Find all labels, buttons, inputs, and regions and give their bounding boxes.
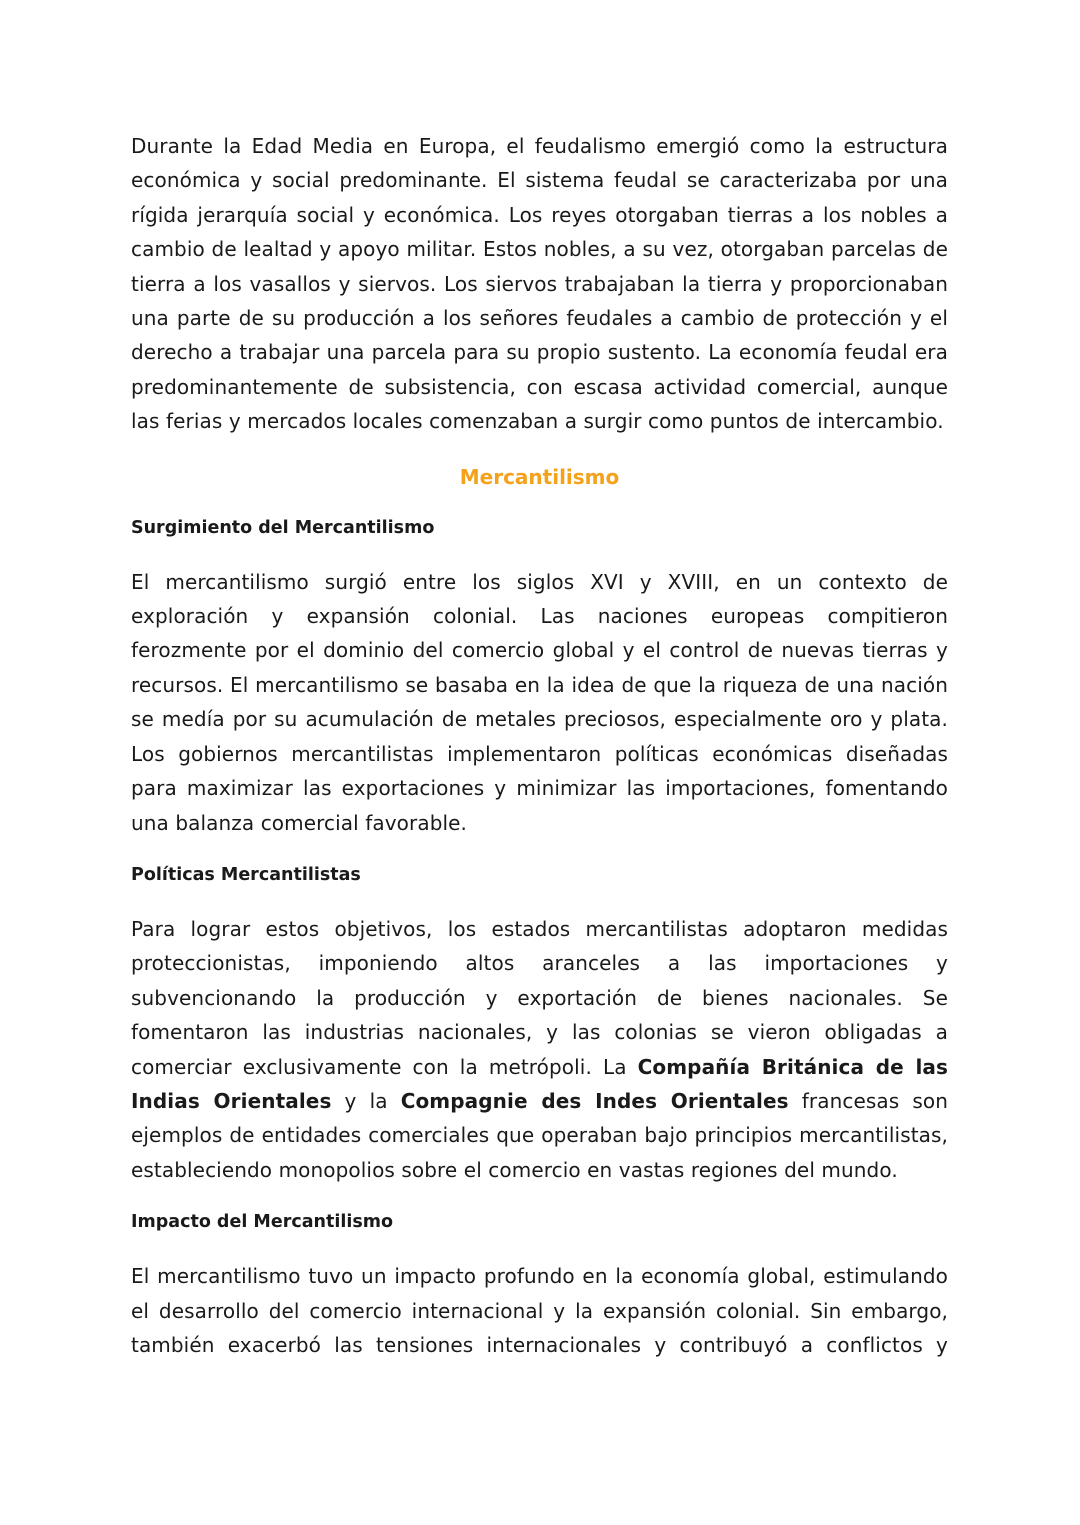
paragraph-surgimiento: El mercantilismo surgió entre los siglos XVI y XVIII, en un contexto de exploración y expansión colonial. Las naciones europeas compitieron ferozmente por el dominio del comercio global y el control de nuevas tierras y recursos. El mercantilismo se basaba en la idea de que la riqueza de una nación se medía por su acumulación de metales preciosos, especialmente oro y plata. Los gobiernos mercantilistas implementaron políticas económicas diseñadas para maximizar las exportaciones y minimizar las importaciones, fomentando una balanza comercial favorable.	[131, 569, 948, 835]
politicas-text-end: francesas son ejemplos de entidades comerciales que operaban bajo principios mercantilistas, estableciendo monopolios sobre el comercio en vastas regiones del mundo.	[131, 1088, 948, 1182]
politicas-connector: y la	[331, 1088, 401, 1113]
politicas-text-start: Para lograr estos objetivos, los estados mercantilistas adoptaron medidas proteccionistas, imponiendo altos aranceles a las importaciones y subvencionando la producción y exportación de bienes nacionales. Se fomentaron las industrias nacionales, y las colonias se vieron obligadas a comerciar exclusivamente con la metrópoli. La	[131, 916, 948, 1079]
section-title: Mercantilismo	[459, 464, 620, 489]
subheading-impacto: Impacto del Mercantilismo	[131, 1212, 394, 1233]
company-british-east-india: Compañía Británica de las Indias Orientales	[131, 1054, 948, 1113]
paragraph-politicas	[131, 912, 948, 1187]
subheading-surgimiento: Surgimiento del Mercantilismo	[131, 517, 435, 538]
subheading-politicas: Políticas Mercantilistas	[131, 864, 361, 885]
intro-paragraph: Durante la Edad Media en Europa, el feudalismo emergió como la estructura económica y social predominante. El sistema feudal se caracterizaba por una rígida jerarquía social y económica. Los reyes otorgaban tierras a los nobles a cambio de lealtad y apoyo militar. Estos nobles, a su vez, otorgaban parcelas de tierra a los vasallos y siervos. Los siervos trabajaban la tierra y proporcionaban una parte de su producción a los señores feudales a cambio de protección y el derecho a trabajar una parcela para su propio sustento. La economía feudal era predominantemente de subsistencia, con escasa actividad comercial, aunque las ferias y mercados locales comenzaban a surgir como puntos de intercambio.	[131, 134, 948, 434]
paragraph-impacto: El mercantilismo tuvo un impacto profundo en la economía global, estimulando el desarrollo del comercio internacional y la expansión colonial. Sin embargo, también exacerbó las tensiones internacionales y contribuyó a conflictos y	[131, 1264, 948, 1357]
company-french-east-india: Compagnie des Indes Orientales	[400, 1088, 789, 1113]
document-page	[131, 129, 948, 1362]
